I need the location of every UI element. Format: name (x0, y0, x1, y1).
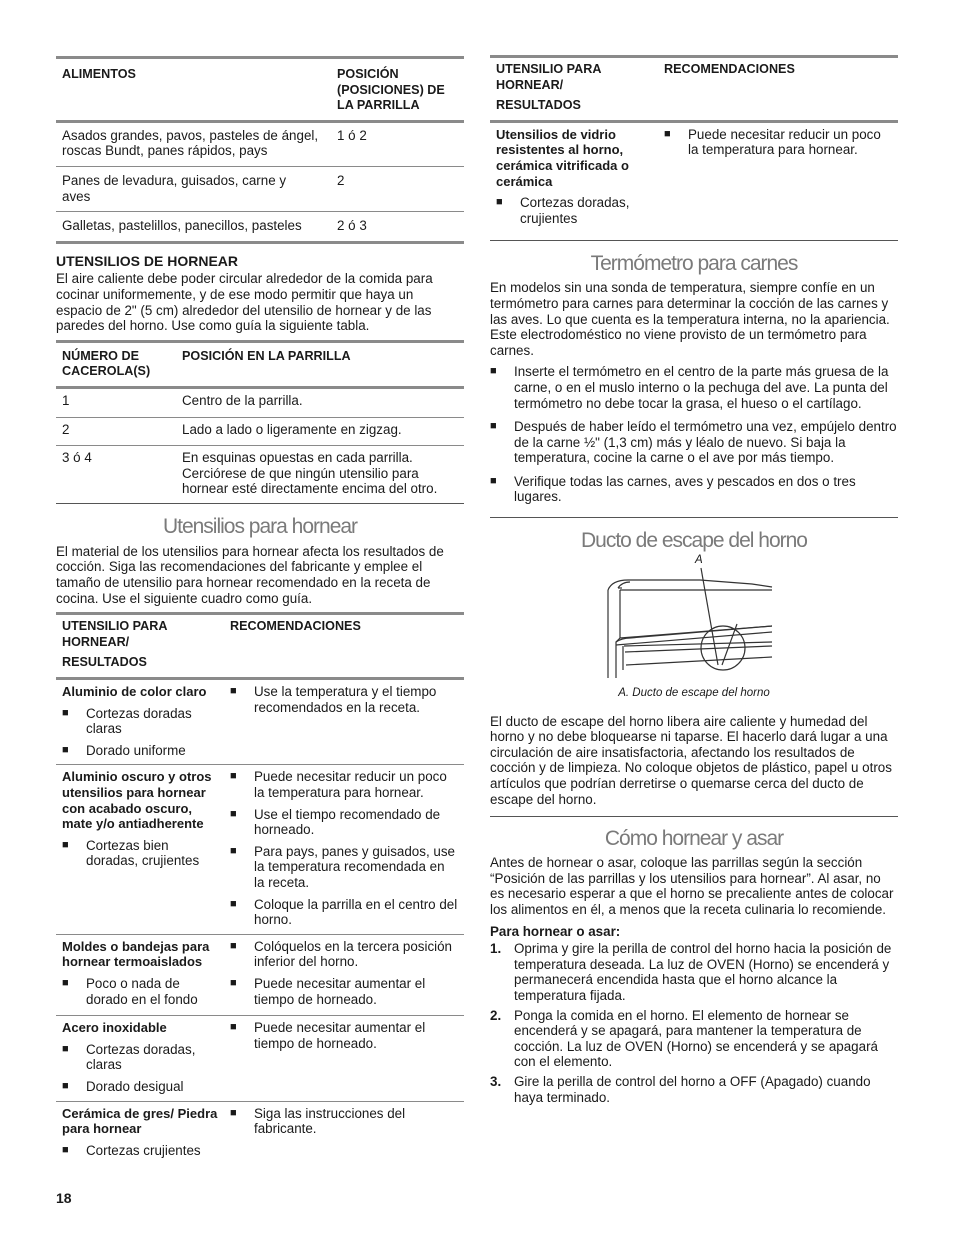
body-paragraph: El material de los utensilios para hornear afecta los resultados de cocción. Siga las recomendaciones del fabricante y emplee el tamaño de utensilio para hornear recomendado en la receta de cocina. Use el siguiente cuadro como guía. (56, 543, 444, 606)
table-row (56, 121, 464, 166)
list-item: ■ Para pays, panes y guisados, use la temperatura recomendada en la receta. (230, 844, 458, 891)
list-item: ■ Use el tiempo recomendado de horneado. (230, 807, 458, 838)
vent-figure (490, 554, 898, 690)
list-item: ■ Poco o nada de dorado en el fondo (62, 976, 218, 1007)
table-header: POSICIÓN (POSICIONES) DE LA PARRILLA (337, 67, 445, 113)
body-paragraph: El aire caliente debe poder circular alrededor de la comida para cocinar uniformemente, y de ese modo permitir que haya un espacio de 2" (5 cm) alrededor del utensilio de hornear y de las paredes del horno. Use como guía la siguiente tabla. (56, 271, 433, 334)
left-column (56, 0, 464, 1164)
callout-label: A (695, 554, 703, 567)
table-cell (56, 934, 224, 1015)
list-item: ■ Puede necesitar reducir un poco la temperatura para hornear. (230, 769, 458, 800)
table-cell: 2 (62, 421, 70, 437)
table-cell (224, 679, 464, 765)
table-row (56, 679, 464, 765)
list-item: ■ Cortezas doradas claras (62, 706, 218, 737)
subsection-title: UTENSILIOS DE HORNEAR (56, 252, 239, 269)
table-row (56, 212, 464, 243)
table-header (490, 57, 658, 122)
bakeware-name: Moldes o bandejas para hornear termoaislados (62, 938, 210, 970)
table-cell: 1 (62, 392, 70, 408)
table-cell (56, 1016, 224, 1101)
table-header: RECOMENDACIONES (664, 62, 795, 76)
step-text: Oprima y gire la perilla de control del horno hacia la posición de temperatura deseada. La luz de OVEN (Horno) se encenderá y permanecerá encendida hasta que el horno alcance la temperatura fijada. (514, 941, 892, 1003)
table-cell: Panes de levadura, guisados, carne y aves (62, 172, 287, 204)
table-header: RECOMENDACIONES (230, 619, 361, 634)
list-item: ■ Puede necesitar aumentar el tiempo de horneado. (230, 976, 458, 1007)
section-title: Termómetro para carnes (590, 252, 798, 276)
figure-caption: A. Ducto de escape del horno (618, 687, 770, 700)
step-number: 2. (490, 1007, 502, 1023)
table-row (56, 1016, 464, 1101)
table-row (490, 121, 898, 240)
table-cell (224, 765, 464, 934)
table-cell (224, 1016, 464, 1101)
table-header: POSICIÓN EN LA PARRILLA (182, 348, 351, 363)
list-item (490, 1008, 898, 1070)
table-row (56, 934, 464, 1015)
list-item: ■ Verifique todas las carnes, aves y pescados en dos o tres lugares. (490, 474, 898, 505)
right-column (490, 0, 898, 1105)
step-text: Gire la perilla de control del horno a OFF (Apagado) cuando haya terminado. (514, 1073, 871, 1105)
section-title: Utensilios para hornear (162, 514, 358, 538)
list-item (490, 941, 898, 1003)
page-number: 18 (56, 1190, 72, 1206)
list-item: ■ Puede necesitar reducir un poco la temperatura para hornear. (664, 127, 892, 158)
body-paragraph: En modelos sin una sonda de temperatura, siempre confíe en un termómetro para carnes para determinar la cocción de las carnes y las aves. Lo que cuenta es la temperatura interna, no la apariencia. Este electrodoméstico no viene provisto de un termómetro para carnes. (490, 280, 890, 358)
bakeware-name: Acero inoxidable (62, 1020, 167, 1036)
table-row (56, 446, 464, 503)
table-cell (224, 934, 464, 1015)
header-line: RESULTADOS (496, 98, 581, 113)
list-item: ■ Use la temperatura y el tiempo recomendados en la receta. (230, 684, 458, 715)
table-row (56, 1101, 464, 1164)
table-cell (490, 121, 658, 240)
list-item: ■ Dorado uniforme (62, 743, 218, 759)
pan-position-table (56, 340, 464, 503)
list-item: ■ Colóquelos en la tercera posición inferior del horno. (230, 939, 458, 970)
table-cell: 2 (337, 172, 345, 188)
table-cell: Asados grandes, pavos, pasteles de ángel, roscas Bundt, panes rápidos, pays (62, 127, 319, 159)
table-cell: En esquinas opuestas en cada parrilla. Cerciórese de que ningún utensilio para hornear esté directamente encima del otro. (182, 450, 438, 497)
table-header: ALIMENTOS (62, 67, 136, 81)
bakeware-name: Aluminio oscuro y otros utensilios para hornear con acabado oscuro, mate y/o antiadherente (62, 769, 212, 832)
subsection-title: Para hornear o asar: (490, 923, 621, 939)
table-cell: 3 ó 4 (62, 450, 92, 466)
table-cell: Centro de la parrilla. (182, 392, 303, 408)
table-cell (658, 121, 898, 240)
table-cell: Galletas, pastelillos, panecillos, pasteles (62, 218, 302, 234)
step-number: 1. (490, 941, 502, 957)
header-line: RESULTADOS (62, 655, 147, 670)
list-item: ■ Cortezas bien doradas, crujientes (62, 838, 218, 869)
section-title: Ducto de escape del horno (580, 529, 807, 553)
table-cell: 2 ó 3 (337, 218, 367, 234)
table-row (56, 765, 464, 934)
bakeware-name: Cerámica de gres/ Piedra para hornear (62, 1105, 218, 1137)
bakeware-name: Aluminio de color claro (62, 684, 207, 700)
rack-position-table (56, 56, 464, 244)
table-row (56, 417, 464, 446)
table-cell: 1 ó 2 (337, 127, 367, 143)
table-cell (56, 1101, 224, 1164)
body-paragraph: Antes de hornear o asar, coloque las parrillas según la sección “Posición de las parrillas y los utensilios para hornear”. Al asar, no es necesario esperar a que el horno se precaliente antes de colocar los alimentos en él, a menos que la receta culinaria lo recomiende. (490, 855, 894, 917)
table-cell (56, 679, 224, 765)
oven-vent-illustration (490, 560, 898, 690)
bakeware-name: Utensilios de vidrio resistentes al horno, cerámica vitrificada o cerámica (496, 126, 629, 189)
table-cell (224, 1101, 464, 1164)
list-item: ■ Puede necesitar aumentar el tiempo de horneado. (230, 1020, 458, 1051)
list-item: ■ Cortezas crujientes (62, 1143, 218, 1159)
step-number: 3. (490, 1073, 502, 1089)
header-line: UTENSILIO PARA HORNEAR/ (62, 619, 167, 649)
list-item: ■ Cortezas doradas, crujientes (496, 195, 652, 226)
step-text: Ponga la comida en el horno. El elemento de hornear se encenderá y se apagará, para mantener la temperatura de cocción. La luz de OVEN (Horno) se encenderá y se apagará con el elemento. (514, 1007, 878, 1070)
table-row (56, 387, 464, 417)
bakeware-table (56, 612, 464, 1164)
list-item: ■ Siga las instrucciones del fabricante. (230, 1106, 458, 1137)
table-header (56, 614, 224, 679)
list-item (490, 1074, 898, 1105)
header-line: UTENSILIO PARA HORNEAR/ (496, 62, 601, 92)
table-cell: Lado a lado o ligeramente en zigzag. (182, 421, 402, 437)
bakeware-table-continued (490, 55, 898, 240)
table-header: NÚMERO DE CACEROLA(S) (62, 348, 151, 379)
body-paragraph: El ducto de escape del horno libera aire caliente y humedad del horno y no debe bloquearse ni taparse. El hacerlo dará lugar a una circulación de aire insatisfactoria, afectando los resultados de cocción y de limpieza. No coloque objetos de plástico, papel u otros artículos que podrían derretirse o quemarse cerca del ducto de escape del horno. (490, 713, 892, 807)
list-item: ■ Cortezas doradas, claras (62, 1042, 218, 1073)
list-item: ■ Inserte el termómetro en el centro de la parte más gruesa de la carne, o en el muslo interno o la pechuga del ave. La punta del termómetro no debe tocar la grasa, el hueso o el cartílago. (490, 364, 898, 411)
list-item: ■ Coloque la parrilla en el centro del horno. (230, 897, 458, 928)
table-row (56, 166, 464, 211)
list-item: ■ Después de haber leído el termómetro una vez, empújelo dentro de la carne ½" (1,3 cm) más y léalo de nuevo. Si baja la temperatura, cocine la carne o el ave por más tiempo. (490, 419, 898, 466)
section-title: Cómo hornear y asar (604, 827, 784, 851)
table-cell (56, 765, 224, 934)
list-item: ■ Dorado desigual (62, 1079, 218, 1095)
